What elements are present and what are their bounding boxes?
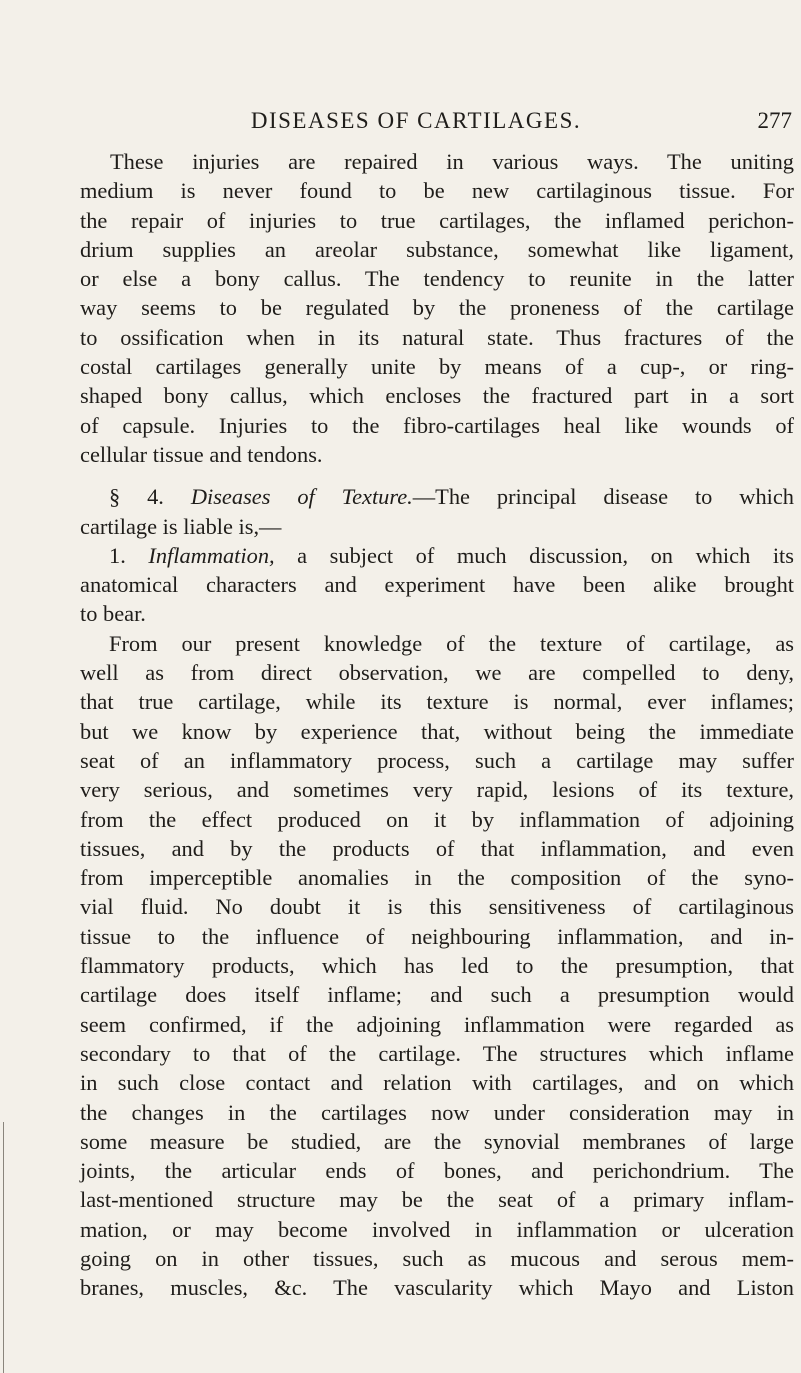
section-heading-line [80, 482, 794, 511]
body-text [80, 147, 794, 1303]
text-line: well as from direct observation, we are compelled to deny, [80, 660, 794, 686]
text-line: seat of an inflammatory process, such a cartilage may suffer [80, 747, 794, 773]
text-line: These injuries are repaired in various ways. The uniting [110, 149, 794, 174]
section-number: § 4. [109, 484, 164, 510]
item-number: 1. [109, 542, 126, 568]
text-line: seem confirmed, if the adjoining inflammation were regarded as [80, 1011, 794, 1037]
text-line: that true cartilage, while its texture is normal, ever inflames; [80, 689, 794, 715]
text-line: but we know by experience that, without being the immediate [80, 718, 794, 744]
page-edge-line [3, 1122, 4, 1373]
text-line: medium is never found to be new cartilaginous tissue. For [80, 178, 794, 204]
text-line: joints, the articular ends of bones, and perichondrium. The [80, 1158, 794, 1184]
text-line: anatomical characters and experiment have been alike brought [80, 572, 794, 598]
text-line: cartilage does itself inflame; and such a presumption would [80, 982, 794, 1008]
text-line: cellular tissue and tendons. [80, 441, 323, 467]
text-line: or else a bony callus. The tendency to reunite in the latter [80, 266, 794, 292]
text-line: From our present knowledge of the texture of cartilage, as [109, 630, 794, 656]
text-line: vial fluid. No doubt it is this sensitiveness of cartilaginous [80, 894, 794, 920]
page-header [78, 108, 794, 138]
text-line: shaped bony callus, which encloses the fractured part in a sort [80, 383, 794, 409]
paragraph-repair-of-injuries [80, 147, 794, 469]
text-line: of capsule. Injuries to the fibro-cartilages heal like wounds of [80, 412, 794, 438]
item-heading-line [80, 541, 794, 570]
section-heading: Diseases of Texture. [190, 484, 413, 510]
text-line: cartilage is liable is,— [80, 513, 282, 539]
text-line: mation, or may become involved in inflammation or ulceration [80, 1216, 794, 1242]
section-heading-rest: —The principal disease to which [412, 484, 794, 510]
text-line: some measure be studied, are the synovial membranes of large [80, 1128, 794, 1154]
text-line: last-mentioned structure may be the seat of a primary inflam- [80, 1187, 794, 1213]
text-line: flammatory products, which has led to the presumption, that [80, 953, 794, 979]
item-heading: Inflammation, [148, 542, 275, 568]
text-line: from imperceptible anomalies in the composition of the syno- [80, 865, 794, 891]
text-line: secondary to that of the cartilage. The structures which inflame [80, 1040, 794, 1066]
page-number: 277 [757, 108, 792, 133]
text-line: way seems to be regulated by the proneness of the cartilage [80, 295, 794, 321]
text-line: tissues, and by the products of that inflammation, and even [80, 835, 794, 861]
running-head: DISEASES OF CARTILAGES. [250, 108, 582, 133]
text-line: tissue to the influence of neighbouring inflammation, and in- [80, 923, 794, 949]
text-line: branes, muscles, &c. The vascularity which Mayo and Liston [80, 1275, 794, 1301]
text-line: from the effect produced on it by inflammation of adjoining [80, 806, 794, 832]
text-line: the repair of injuries to true cartilages, the inflamed perichon- [80, 207, 794, 233]
text-line: drium supplies an areolar substance, somewhat like ligament, [80, 236, 794, 262]
text-line: to ossification when in its natural state. Thus fractures of the [80, 324, 794, 350]
paragraph-present-knowledge [80, 629, 794, 1303]
text-line: very serious, and sometimes very rapid, lesions of its texture, [80, 777, 794, 803]
text-line: going on in other tissues, such as mucous and serous mem- [80, 1245, 794, 1271]
item-inflammation [80, 541, 794, 629]
text-line: costal cartilages generally unite by means of a cup-, or ring- [80, 354, 794, 380]
text-line: in such close contact and relation with cartilages, and on which [80, 1070, 794, 1096]
item-heading-rest: a subject of much discussion, on which its [274, 542, 794, 568]
text-line: to bear. [80, 601, 146, 627]
text-line: the changes in the cartilages now under consideration may in [80, 1099, 794, 1125]
section-diseases-of-texture [80, 482, 794, 541]
